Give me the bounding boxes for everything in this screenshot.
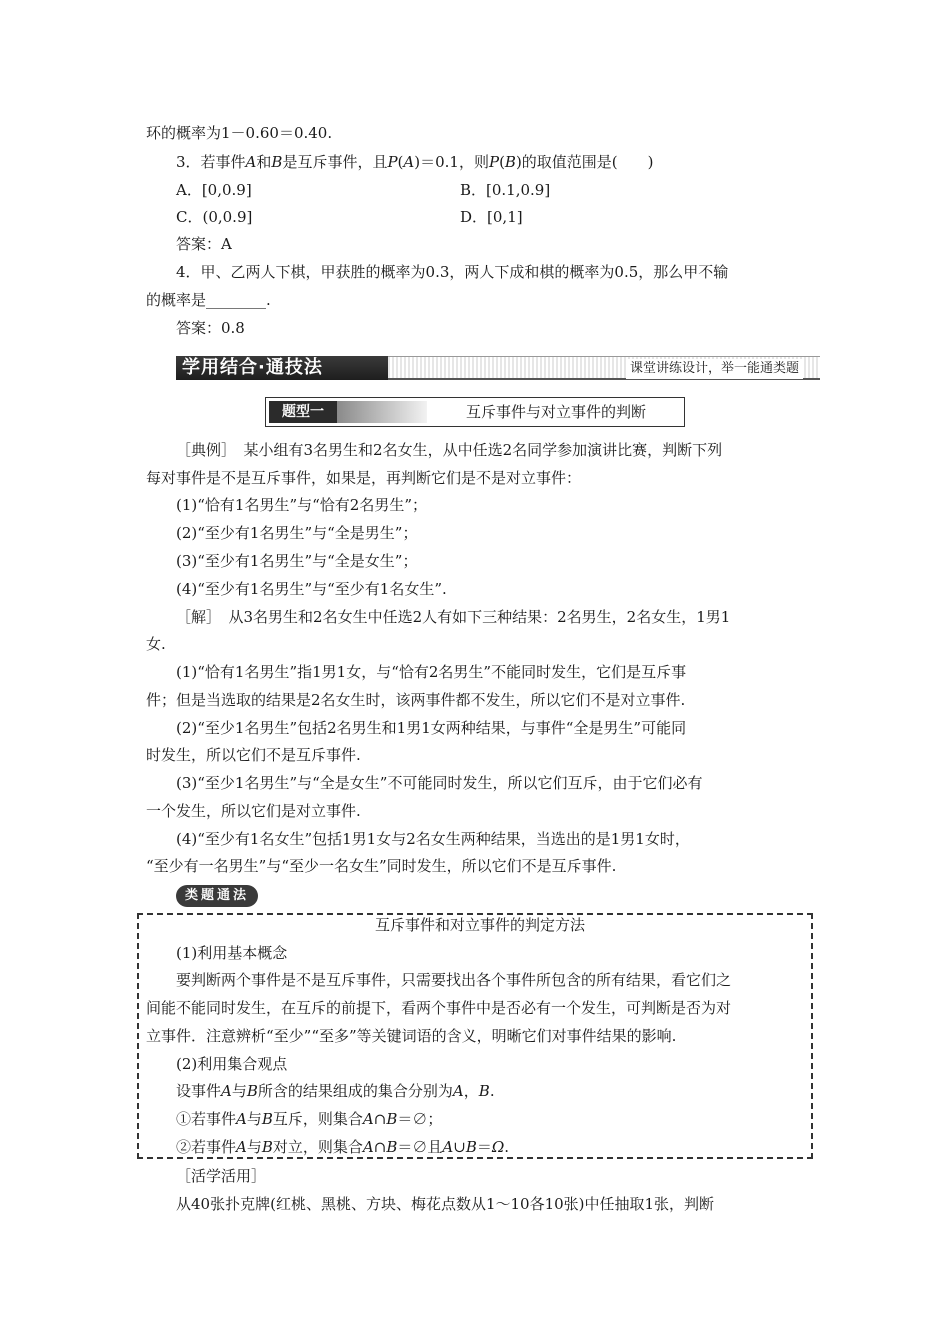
example-line: (1)“恰有1名男生”与“恰有2名男生”； [176,496,428,514]
option-c: C．(0,0.9] [176,208,253,226]
practice-line: 从40张扑克牌(红桃、黑桃、方块、梅花点数从1～10各10张)中任抽取1张，判断 [176,1195,715,1213]
method-line: (1)利用基本概念 [176,944,288,962]
solution-line: 女. [146,635,166,653]
section-banner [176,356,820,380]
example-line: 每对事件是不是互斥事件，如果是，再判断它们是不是对立事件： [146,469,582,487]
example-line: (2)“至少有1名男生”与“全是男生”； [176,524,418,542]
banner-subtitle: 课堂讲练设计，举一能通类题 [626,359,803,379]
question-4-line2: 的概率是________. [146,291,271,309]
option-d: D．[0,1] [460,208,523,226]
answer-4: 答案：0.8 [176,319,245,337]
method-line: ①若事件A与B互斥，则集合A∩B＝∅； [176,1110,443,1128]
topic-title: 互斥事件与对立事件的判断 [466,403,647,421]
answer-3: 答案：A [176,235,232,253]
example-line: ［典例］ 某小组有3名男生和2名女生，从中任选2名同学参加演讲比赛，判断下列 [176,441,723,459]
banner-bar [388,356,820,380]
method-badge: 类题通法 [176,885,258,907]
method-line: (2)利用集合观点 [176,1055,288,1073]
solution-line: “至少有一名男生”与“至少一名女生”同时发生，所以它们不是互斥事件. [146,857,617,875]
banner-title: 学用结合·通技法 [176,356,388,380]
practice-heading: ［活学活用］ [176,1167,267,1185]
topic-gradient [337,401,427,423]
question-4-line1: 4．甲、乙两人下棋，甲获胜的概率为0.3，两人下成和棋的概率为0.5，那么甲不输 [176,263,729,281]
solution-line: (4)“至少有1名女生”包括1男1女与2名女生两种结果，当选出的是1男1女时， [176,830,690,848]
method-line: 立事件．注意辨析“至少”“至多”等关键词语的含义，明晰它们对事件结果的影响. [146,1027,677,1045]
topic-tag: 题型一 [269,401,337,423]
solution-line: 件；但是当选取的结果是2名女生时，该两事件都不发生，所以它们不是对立事件. [146,691,686,709]
method-line: 要判断两个事件是不是互斥事件，只需要找出各个事件所包含的所有结果，看它们之 [176,971,732,989]
example-line: (4)“至少有1名男生”与“至少有1名女生”. [176,580,447,598]
option-b: B．[0.1,0.9] [460,181,551,199]
method-title: 互斥事件和对立事件的判定方法 [375,916,586,934]
method-line: 间能不能同时发生，在互斥的前提下，看两个事件中是否必有一个发生，可判断是否为对 [146,999,732,1017]
topic-box [265,397,685,427]
example-line: (3)“至少有1名男生”与“全是女生”； [176,552,418,570]
solution-line: (3)“至少1名男生”与“全是女生”不可能同时发生，所以它们互斥，由于它们必有 [176,774,703,792]
solution-line: 一个发生，所以它们是对立事件. [146,802,361,820]
option-a: A．[0,0.9] [176,181,252,199]
text-line: 环的概率为1－0.60＝0.40. [146,124,333,142]
solution-line: ［解］ 从3名男生和2名女生中任选2人有如下三种结果：2名男生，2名女生，1男1 [176,608,731,626]
method-line: 设事件A与B所含的结果组成的集合分别为A，B. [176,1082,495,1100]
method-line: ②若事件A与B对立，则集合A∩B＝∅且A∪B＝Ω. [176,1138,510,1156]
solution-line: (2)“至少1名男生”包括2名男生和1男1女两种结果，与事件“全是男生”可能同 [176,719,687,737]
solution-line: (1)“恰有1名男生”指1男1女，与“恰有2名男生”不能同时发生，它们是互斥事 [176,663,687,681]
question-3: 3．若事件A和B是互斥事件，且P(A)＝0.1，则P(B)的取值范围是( ) [176,153,654,171]
solution-line: 时发生，所以它们不是互斥事件. [146,746,361,764]
